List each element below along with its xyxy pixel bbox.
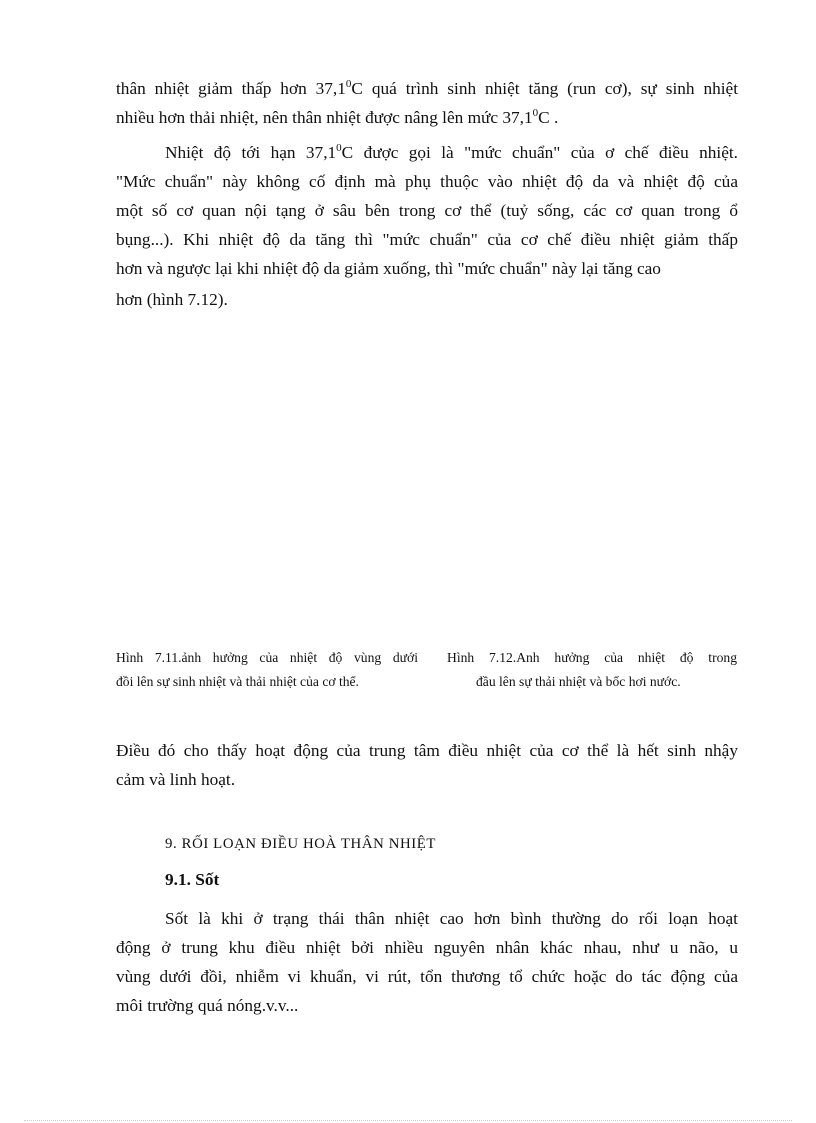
text-line: vùng dưới đồi, nhiễm vi khuẩn, vi rút, tổn thương tổ chức hoặc do tác động của [116,967,738,986]
text-line: Sốt là khi ở trạng thái thân nhiệt cao hơn bình thường do rối loạn hoạt [165,909,738,928]
paragraph-conclusion [116,736,738,794]
paragraph-thermoregulation-low [116,74,738,132]
text-line: nhiều hơn thải nhiệt, nên thân nhiệt được nâng lên mức 37,1$^0$C . [116,107,559,127]
text-line: Nhiệt độ tới hạn 37,1$^0$C được gọi là "mức chuẩn" của ơ chế điều nhiệt. [165,142,738,162]
figure-caption-7-12 [447,646,737,694]
text-line: Điều đó cho thấy hoạt động của trung tâm điều nhiệt của cơ thể là hết sinh nhậy [116,741,738,760]
page-bottom-divider [24,1120,792,1121]
section-heading: 9. RỐI LOẠN ĐIỀU HOÀ THÂN NHIỆT [165,836,437,852]
text-line: một số cơ quan nội tạng ở sâu bên trong cơ thể (tuỷ sống, các cơ quan trong ổ [116,201,738,220]
text-line: "Mức chuẩn" này không cố định mà phụ thuộc vào nhiệt độ da và nhiệt độ của [116,172,738,191]
text-line: bụng...). Khi nhiệt độ da tăng thì "mức chuẩn" của cơ chế điều nhiệt giảm thấp [116,230,738,249]
paragraph-set-point-tail: hơn (hình 7.12). [116,290,228,309]
text-line: môi trường quá nóng.v.v... [116,996,299,1015]
caption-line: đồi lên sự sinh nhiệt và thải nhiệt của cơ thể. [116,674,359,689]
caption-line: Hình 7.11.ảnh hưởng của nhiệt độ vùng dưới [116,650,418,665]
text-line: thân nhiệt giảm thấp hơn 37,1$^0$C quá trình sinh nhiệt tăng (run cơ), sự sinh nhiệt [116,78,738,98]
figure-caption-7-11 [116,646,418,694]
paragraph-set-point [116,138,738,283]
text-line: cảm và linh hoạt. [116,770,236,789]
subsection-heading: 9.1. Sốt [165,870,220,889]
caption-line: Hình 7.12.Anh hưởng của nhiệt độ trong [447,650,737,665]
text-line: động ở trung khu điều nhiệt bởi nhiều nguyên nhân khác nhau, như u não, u [116,938,738,957]
text-line: hơn và ngược lại khi nhiệt độ da giảm xuống, thì "mức chuẩn" này lại tăng cao [116,259,661,278]
caption-line: đầu lên sự thải nhiệt và bốc hơi nước. [476,674,681,689]
paragraph-fever [116,904,738,1020]
